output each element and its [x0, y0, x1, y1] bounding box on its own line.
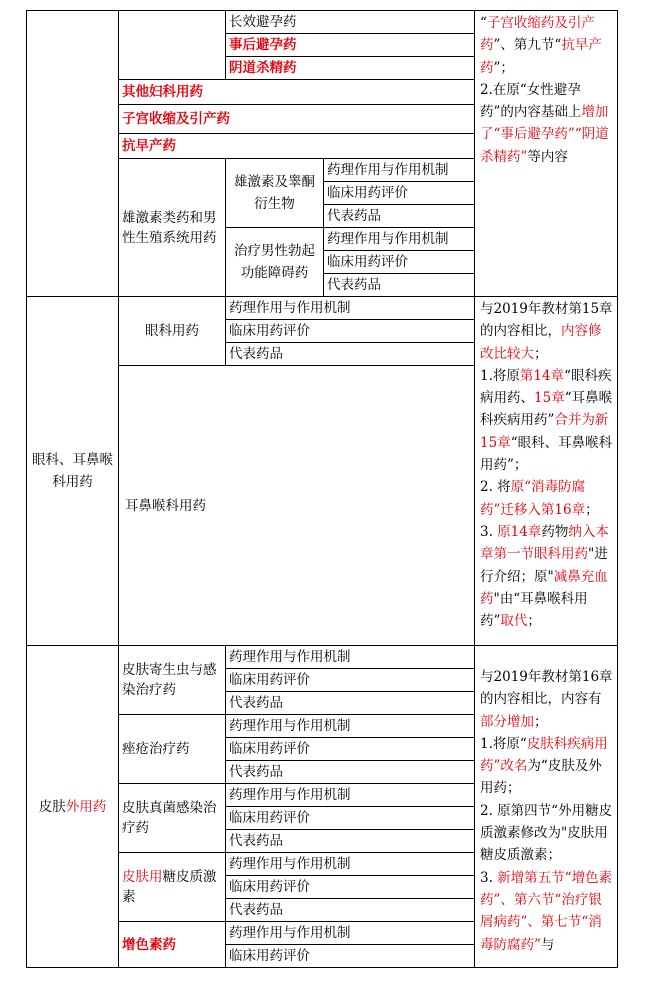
table-cell: 药理作用与作用机制 [226, 646, 475, 669]
table-cell: 临床用药评价 [226, 738, 475, 761]
table-cell: 代表药品 [226, 692, 475, 715]
eye-category: 眼科用药 [119, 297, 226, 366]
table-cell: 事后避孕药 [226, 34, 475, 57]
section1-title-cell [27, 11, 119, 297]
table-cell: 代表药品 [226, 343, 475, 366]
table-cell: 代表药品 [324, 274, 475, 297]
content-table [26, 10, 618, 968]
androgen-subcategory: 雄激素及睾酮衍生物 [226, 159, 324, 228]
parasite-subcategory: 皮肤寄生虫与感染治疗药 [119, 646, 226, 715]
section1-sub-cell [119, 11, 226, 80]
acne-subcategory: 痤疮治疗药 [119, 715, 226, 784]
table-cell: 代表药品 [226, 830, 475, 853]
corticosteroid-subcategory: 皮肤用糖皮质激素 [119, 853, 226, 922]
table-cell: 临床用药评价 [226, 876, 475, 899]
table-cell: 临床用药评价 [226, 320, 475, 343]
fungal-subcategory: 皮肤真菌感染治疗药 [119, 784, 226, 853]
table-cell: 临床用药评价 [226, 945, 475, 968]
ent-category: 耳鼻喉科用药 [119, 366, 475, 646]
category-antipreterm: 抗早产药 [119, 134, 475, 159]
pigment-subcategory: 增色素药 [119, 922, 226, 968]
table-cell: 药理作用与作用机制 [226, 784, 475, 807]
table-cell: 药理作用与作用机制 [226, 715, 475, 738]
table-cell: 药理作用与作用机制 [226, 297, 475, 320]
table-cell: 药理作用与作用机制 [226, 922, 475, 945]
category-other-gyn: 其他妇科用药 [119, 80, 475, 105]
table-cell: 药理作用与作用机制 [324, 228, 475, 251]
ed-subcategory: 治疗男性勃起功能障碍药 [226, 228, 324, 297]
section2-notes: 与2019年教材第15章的内容相比，内容修改比较大； 1.将原第14章“眼科疾病用药、15章“耳鼻喉科疾病用药”合并为新15章“眼科、耳鼻喉科用药”； 2. 将原“消毒防腐药”迁移入第16章； 3. 原14章药物纳入本章第一节眼科用药"进行介绍；原"减鼻充血药"由“耳鼻喉科用药”取代； [475, 297, 618, 646]
section1-notes: “子宫收缩药及引产药”、第九节“抗早产药”； 2.在原“女性避孕药”的内容基础上增加了“事后避孕药”“阴道杀精药”等内容 [475, 11, 618, 297]
table-cell: 代表药品 [226, 899, 475, 922]
table-cell: 长效避孕药 [226, 11, 475, 34]
male-repro-category: 雄激素类药和男性生殖系统用药 [119, 159, 226, 297]
section3-notes: 与2019年教材第16章的内容相比，内容有部分增加； 1.将原“皮肤科疾病用药”改名为“皮肤及外用药； 2. 原第四节“外用糖皮质激素修改为"皮肤用糖皮质激素； 3. 新增第五节“增色素药”、第六节“治疗银屑病药”、第七节“消毒防腐药”与 [475, 646, 618, 968]
table-cell: 临床用药评价 [324, 182, 475, 205]
table-cell: 代表药品 [226, 761, 475, 784]
section2-title: 眼科、耳鼻喉科用药 [27, 297, 119, 646]
table-cell: 临床用药评价 [324, 251, 475, 274]
section3-title: 皮肤外用药 [27, 646, 119, 968]
table-cell: 临床用药评价 [226, 669, 475, 692]
table-cell: 阴道杀精药 [226, 57, 475, 80]
table-cell: 药理作用与作用机制 [226, 853, 475, 876]
category-uterine: 子宫收缩及引产药 [119, 105, 475, 134]
table-cell: 代表药品 [324, 205, 475, 228]
table-cell: 临床用药评价 [226, 807, 475, 830]
table-cell: 药理作用与作用机制 [324, 159, 475, 182]
